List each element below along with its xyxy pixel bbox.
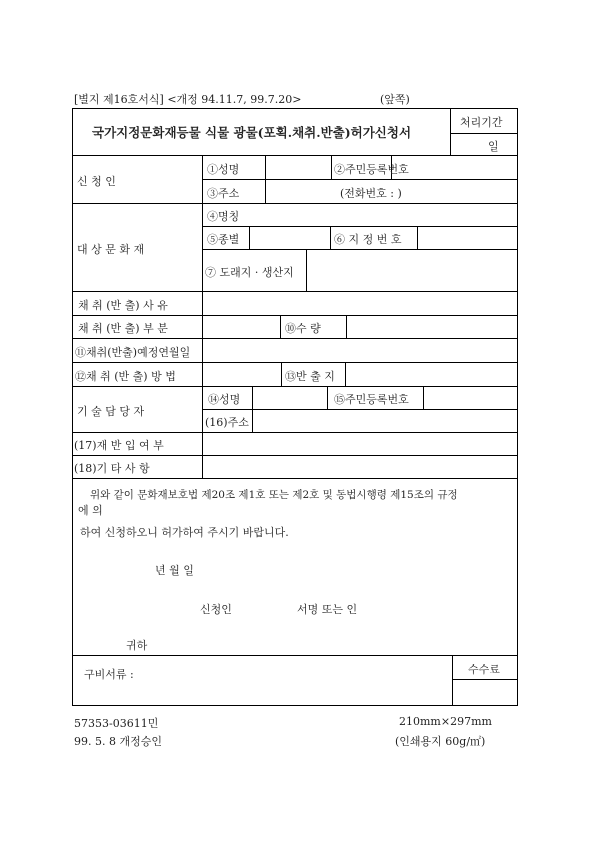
processing-period-label: 처리기간 bbox=[460, 116, 503, 129]
paper-size: 210mm×297mm bbox=[399, 715, 492, 728]
reason-label: 채 취 (반 출) 사 유 bbox=[78, 299, 168, 312]
applicant-address-label: ③주소 bbox=[207, 187, 240, 200]
date-line: 년 월 일 bbox=[155, 564, 194, 577]
method-label: ⑫채 취 (반 출) 방 법 bbox=[75, 370, 176, 383]
technician-label: 기 술 담 당 자 bbox=[77, 405, 145, 418]
other-label: (18)기 타 사 항 bbox=[74, 462, 150, 475]
processing-period-value: 일 bbox=[488, 140, 499, 153]
applicant-phone-label: (전화번호 : ) bbox=[340, 187, 402, 200]
schedule-label: ⑪채취(반출)예정연월일 bbox=[75, 346, 191, 359]
technician-name-label: ⑭성명 bbox=[208, 393, 241, 406]
habitat-origin-label: ⑦ 도래지 · 생산지 bbox=[205, 266, 294, 279]
approval-date: 99. 5. 8 개정승인 bbox=[74, 735, 162, 748]
applicant-sign-label: 신청인 bbox=[200, 603, 232, 616]
applicant-name-label: ①성명 bbox=[207, 163, 240, 176]
paper-weight: (인쇄용지 60g/㎡) bbox=[395, 735, 486, 748]
form-title: 국가지정문화재등물 식물 광물(포획.채취.반출)허가신청서 bbox=[92, 125, 412, 140]
property-name-label: ④명칭 bbox=[207, 210, 240, 223]
applicant-label: 신 청 인 bbox=[77, 175, 116, 188]
statement-line-3: 하여 신청하오니 허가하여 주시기 바랍니다. bbox=[80, 526, 289, 539]
page-side-label: (앞쪽) bbox=[380, 93, 410, 106]
target-property-label: 대 상 문 화 재 bbox=[77, 243, 145, 256]
signature-label: 서명 또는 인 bbox=[297, 603, 358, 616]
statement-line-1: 위와 같이 문화재보호법 제20조 제1호 또는 제2호 및 동법시행령 제15조의 규정 bbox=[90, 489, 458, 501]
fee-label: 수수료 bbox=[468, 663, 500, 676]
technician-address-label: (16)주소 bbox=[205, 416, 249, 429]
part-label: 채 취 (반 출) 부 분 bbox=[78, 322, 168, 335]
destination-label: ⑬반 출 지 bbox=[285, 370, 335, 383]
statement-line-2: 에 의 bbox=[78, 504, 103, 517]
form-reference: [별지 제16호서식] <개정 94.11.7, 99.7.20> bbox=[74, 93, 302, 106]
property-kind-label: ⑤종별 bbox=[207, 233, 240, 246]
required-documents-label: 구비서류 : bbox=[84, 668, 134, 681]
applicant-resident-no-label: ②주민등록번호 bbox=[334, 163, 409, 176]
reexport-label: (17)재 반 입 여 부 bbox=[74, 439, 164, 452]
designation-no-label: ⑥ 지 정 번 호 bbox=[334, 233, 402, 246]
addressee-label: 귀하 bbox=[126, 639, 148, 652]
quantity-label: ⑩수 량 bbox=[285, 322, 321, 335]
form-code: 57353-03611민 bbox=[74, 717, 159, 730]
technician-resident-no-label: ⑮주민등록번호 bbox=[334, 393, 409, 406]
